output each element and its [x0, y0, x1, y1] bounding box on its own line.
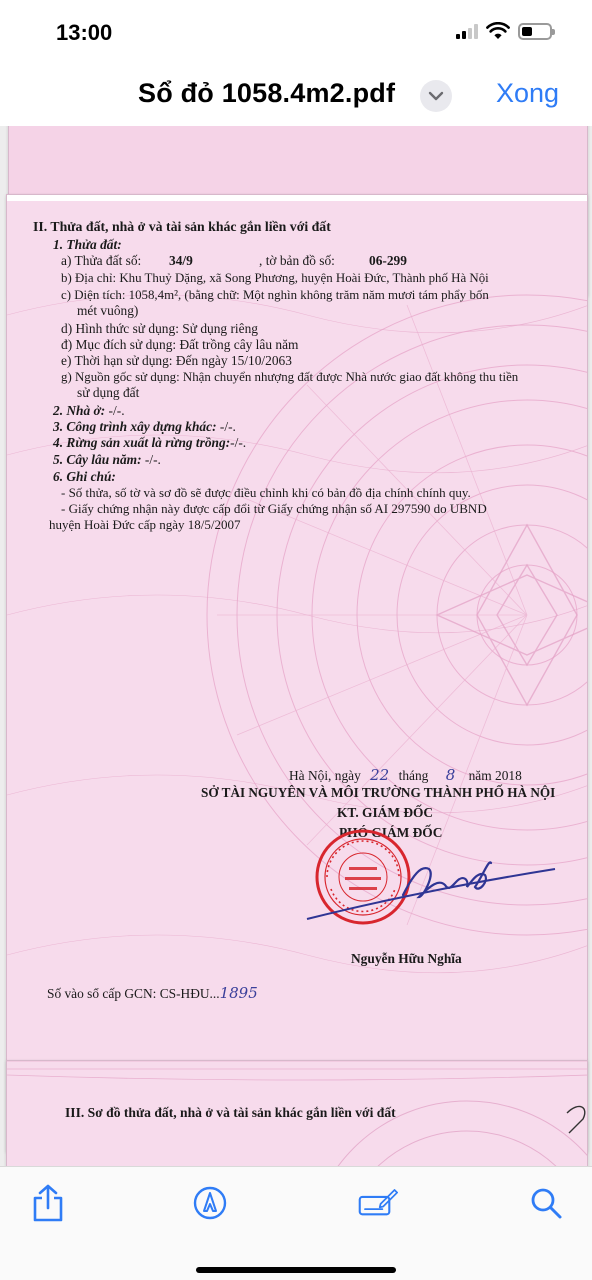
next-page-text	[7, 1061, 587, 1166]
share-button[interactable]	[28, 1183, 68, 1223]
status-bar	[0, 0, 592, 66]
other-construction-line	[53, 419, 236, 435]
markup-button[interactable]	[190, 1183, 230, 1223]
perennial-value: -/-.	[141, 452, 161, 467]
section-2-title: II. Thửa đất, nhà ở và tài sản khác gắn liền với đất	[33, 219, 331, 234]
house-line	[53, 403, 125, 419]
date-month-label: tháng	[398, 768, 429, 783]
map-sheet-label: , tờ bản đồ số:	[259, 253, 335, 268]
house-heading: 2. Nhà ở:	[53, 403, 106, 418]
issuing-authority: SỞ TÀI NGUYÊN VÀ MÔI TRƯỜNG THÀNH PHỐ HÀ NỘI	[201, 785, 556, 800]
kt-director: KT. GIÁM ĐỐC	[337, 805, 434, 820]
forest-heading: 4. Rừng sản xuất là rừng trồng:	[53, 435, 231, 450]
certificate-text	[7, 195, 587, 1151]
document-title[interactable]: Sổ đỏ 1058.4m2.pdf	[138, 78, 396, 108]
pdf-viewer[interactable]	[0, 126, 592, 1166]
status-time: 13:00	[56, 20, 113, 45]
share-icon	[31, 1184, 65, 1222]
bottom-toolbar	[0, 1166, 592, 1280]
status-icons	[456, 22, 552, 40]
notes-heading: 6. Ghi chú:	[53, 469, 116, 484]
other-construction-heading: 3. Công trình xây dựng khác:	[53, 419, 217, 434]
perennial-heading: 5. Cây lâu năm:	[53, 452, 142, 467]
usage-form-line: d) Hình thức sử dụng: Sử dụng riêng	[61, 321, 258, 336]
usage-term-line: e) Thời hạn sử dụng: Đến ngày 15/10/2063	[61, 353, 292, 368]
battery-icon	[518, 23, 552, 40]
pdf-page-current	[6, 194, 588, 1152]
signer-name: Nguyễn Hữu Nghĩa	[351, 951, 462, 966]
deputy-director: PHÓ GIÁM ĐỐC	[339, 825, 443, 840]
usage-purpose-line: đ) Mục đích sử dụng: Đất trồng cây lâu năm	[61, 337, 299, 352]
date-prefix: Hà Nội, ngày	[289, 768, 361, 783]
wifi-icon	[486, 22, 510, 40]
usage-origin-line-2: sử dụng đất	[77, 385, 140, 400]
navigation-bar	[0, 66, 592, 126]
parcel-number-label: a) Thửa đất số:	[61, 253, 142, 268]
note-line-2: - Giấy chứng nhận này được cấp đổi từ Giấy chứng nhận số AI 297590 do UBND	[61, 501, 487, 516]
handwritten-signature	[303, 835, 563, 925]
search-button[interactable]	[526, 1183, 566, 1223]
note-line-3: huyện Hoài Đức cấp ngày 18/5/2007	[49, 517, 241, 532]
house-value: -/-.	[105, 403, 125, 418]
area-line: c) Diện tích: 1058,4m², (bằng chữ: Một nghìn không trăm năm mươi tám phẩy bốn	[61, 288, 489, 302]
other-construction-value: -/-.	[216, 419, 236, 434]
parcel-number-value: 34/9	[169, 253, 193, 268]
home-indicator[interactable]	[196, 1267, 396, 1273]
registration-line	[47, 985, 258, 1002]
search-icon	[529, 1186, 563, 1220]
date-day: 22	[370, 766, 390, 784]
area-line-2: mét vuông)	[77, 303, 139, 318]
pdf-page-next	[6, 1060, 588, 1166]
forest-line	[53, 435, 246, 451]
issue-date-line	[289, 767, 522, 784]
date-year: năm 2018	[468, 768, 522, 783]
done-button[interactable]: Xong	[496, 78, 560, 108]
date-month: 8	[445, 766, 456, 784]
section-3-title: III. Sơ đồ thửa đất, nhà ở và tài sản khác gắn liền với đất	[65, 1105, 396, 1120]
registration-number: 1895	[219, 984, 258, 1002]
registration-label: Số vào sổ cấp GCN: CS-HĐU...	[47, 986, 220, 1001]
cellular-signal-icon	[456, 23, 478, 39]
perennial-line	[53, 452, 161, 468]
usage-origin-line: g) Nguồn gốc sử dụng: Nhận chuyển nhượng đất được Nhà nước giao đất không thu tiền	[61, 370, 519, 384]
chevron-down-icon	[428, 91, 444, 101]
signature-button[interactable]	[358, 1183, 398, 1223]
note-line-1: - Số thửa, số tờ và sơ đồ sẽ được điều chỉnh khi có bản đồ địa chính chính quy.	[61, 485, 471, 500]
markup-icon	[192, 1185, 228, 1221]
title-menu-button[interactable]	[420, 80, 452, 112]
heading-land-parcel: 1. Thửa đất:	[53, 237, 122, 252]
map-sheet-value: 06-299	[369, 253, 407, 268]
address-line: b) Địa chỉ: Khu Thuỷ Dặng, xã Song Phương, huyện Hoài Đức, Thành phố Hà Nội	[61, 271, 489, 285]
forest-value: -/-.	[230, 435, 247, 450]
signature-icon	[358, 1186, 398, 1220]
